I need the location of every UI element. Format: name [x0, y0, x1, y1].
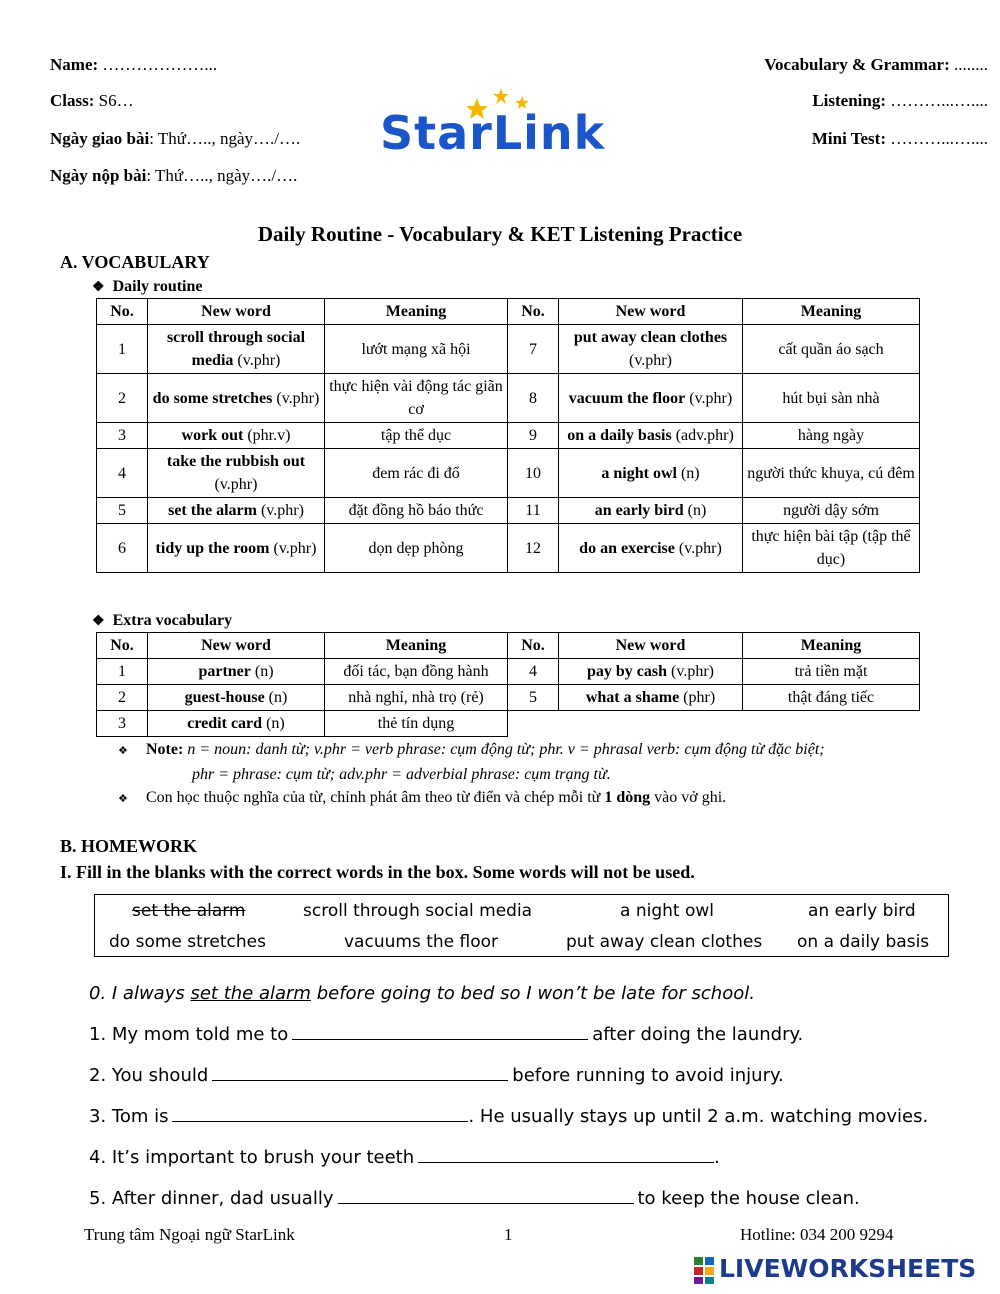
word-option: an early bird: [808, 901, 916, 921]
cell-number: 11: [508, 498, 559, 524]
section-a-heading: A. VOCABULARY: [60, 252, 210, 272]
diamond-bullet-icon: ❖: [92, 280, 105, 295]
assign-date-field: Ngày giao bài: Thứ….., ngày…./….: [50, 129, 301, 148]
class-field: Class: S6…: [50, 91, 134, 110]
question-1: 1. My mom told me to after doing the laundry.: [89, 1024, 804, 1045]
cell-number: 2: [97, 374, 148, 423]
listening-score: Listening: ………...…....: [812, 91, 988, 110]
cell-word: partner (n): [148, 659, 325, 685]
cell-number: 8: [508, 374, 559, 423]
col-header: New word: [559, 633, 743, 659]
cell-word: do an exercise (v.phr): [559, 524, 743, 573]
extra-vocabulary-table: [96, 632, 920, 737]
cell-word: an early bird (n): [559, 498, 743, 524]
cell-word: on a daily basis (adv.phr): [559, 423, 743, 449]
cell-meaning: thẻ tín dụng: [325, 711, 508, 737]
cell-meaning: đem rác đi đổ: [325, 449, 508, 498]
cell-meaning: thật đáng tiếc: [743, 685, 920, 711]
answer-blank[interactable]: [418, 1148, 714, 1163]
word-option: scroll through social media: [303, 901, 533, 921]
col-header: No.: [97, 299, 148, 325]
cell-meaning: tập thể dục: [325, 423, 508, 449]
diamond-bullet-icon: ❖: [118, 745, 128, 757]
cell-meaning: đặt đồng hồ báo thức: [325, 498, 508, 524]
cell-meaning: hút bụi sàn nhà: [743, 374, 920, 423]
study-instruction: ❖ Con học thuộc nghĩa của từ, chỉnh phát âm theo từ điển và chép mỗi từ 1 dòng vào vở ghi.: [118, 786, 978, 811]
footer-center-name: Trung tâm Ngoại ngữ StarLink: [84, 1225, 295, 1244]
cell-meaning: hàng ngày: [743, 423, 920, 449]
cell-word: work out (phr.v): [148, 423, 325, 449]
name-field: Name: ………………...: [50, 55, 218, 74]
word-option: do some stretches: [109, 932, 266, 952]
example-sentence: 0. I always set the alarm before going to bed so I won’t be late for school.: [89, 983, 755, 1004]
daily-routine-heading: ❖ Daily routine: [92, 278, 203, 295]
col-header: No.: [508, 633, 559, 659]
table-row: [97, 659, 920, 685]
cell-number: 1: [97, 659, 148, 685]
cell-meaning: người dậy sớm: [743, 498, 920, 524]
word-option: vacuums the floor: [344, 932, 498, 952]
logo-text: StarLink: [380, 106, 606, 160]
cell-number: 4: [508, 659, 559, 685]
section-b-heading: B. HOMEWORK: [60, 836, 198, 856]
cell-number: 1: [97, 325, 148, 374]
cell-number: 12: [508, 524, 559, 573]
cell-number: 7: [508, 325, 559, 374]
diamond-bullet-icon: ❖: [92, 614, 105, 629]
col-header: New word: [559, 299, 743, 325]
table-row: [97, 374, 920, 423]
cell-meaning: trả tiền mặt: [743, 659, 920, 685]
cell-meaning: đối tác, bạn đồng hành: [325, 659, 508, 685]
answer-blank[interactable]: [338, 1189, 634, 1204]
cell-word: what a shame (phr): [559, 685, 743, 711]
question-4: 4. It’s important to brush your teeth .: [89, 1147, 720, 1168]
answer-blank[interactable]: [212, 1066, 508, 1081]
abbreviation-note: ❖ Note: n = noun: danh từ; v.phr = verb phrase: cụm động từ; phr. v = phrasal verb: cụm động từ đặc biệt; phr = phrase: cụm từ; adv.phr = adverbial phrase: cụm trạng từ.: [118, 741, 825, 783]
table-row: [97, 524, 920, 573]
cell-meaning: nhà nghỉ, nhà trọ (rẻ): [325, 685, 508, 711]
col-header: No.: [508, 299, 559, 325]
cell-meaning: thực hiện vài động tác giãn cơ: [325, 374, 508, 423]
question-3: 3. Tom is . He usually stays up until 2 a.m. watching movies.: [89, 1106, 929, 1127]
cell-word: do some stretches (v.phr): [148, 374, 325, 423]
cell-number: 6: [97, 524, 148, 573]
table-header-row: [97, 633, 920, 659]
table-row: [97, 685, 920, 711]
cell-word: put away clean clothes (v.phr): [559, 325, 743, 374]
col-header: No.: [97, 633, 148, 659]
table-row: [97, 449, 920, 498]
cell-meaning: lướt mạng xã hội: [325, 325, 508, 374]
starlink-logo: [380, 86, 625, 164]
col-header: Meaning: [743, 633, 920, 659]
extra-vocabulary-heading: ❖ Extra vocabulary: [92, 612, 233, 629]
cell-number: 2: [97, 685, 148, 711]
empty-cell: [508, 711, 559, 737]
diamond-bullet-icon: ❖: [118, 793, 128, 805]
page-title: Daily Routine - Vocabulary & KET Listening Practice: [257, 222, 743, 246]
cell-word: tidy up the room (v.phr): [148, 524, 325, 573]
empty-cell: [743, 711, 920, 737]
col-header: Meaning: [325, 299, 508, 325]
word-option: put away clean clothes: [566, 932, 763, 952]
word-option: set the alarm: [132, 901, 246, 921]
word-option: on a daily basis: [797, 932, 930, 952]
answer-blank[interactable]: [292, 1025, 588, 1040]
liveworksheets-blocks-icon: [693, 1255, 717, 1285]
liveworksheets-logo: LIVEWORKSHEETS: [693, 1252, 993, 1286]
cell-number: 3: [97, 711, 148, 737]
task-instruction: I. Fill in the blanks with the correct words in the box. Some words will not be used.: [60, 862, 695, 882]
table-row: [97, 325, 920, 374]
submit-date-field: Ngày nộp bài: Thứ….., ngày…./….: [50, 166, 298, 185]
cell-meaning: thực hiện bài tập (tập thể dục): [743, 524, 920, 573]
cell-number: 3: [97, 423, 148, 449]
cell-meaning: cất quần áo sạch: [743, 325, 920, 374]
cell-word: take the rubbish out (v.phr): [148, 449, 325, 498]
col-header: Meaning: [743, 299, 920, 325]
cell-word: guest-house (n): [148, 685, 325, 711]
vocab-grammar-score: Vocabulary & Grammar: ........: [764, 55, 988, 74]
mini-test-score: Mini Test: ………...…....: [811, 129, 988, 148]
col-header: New word: [148, 299, 325, 325]
col-header: New word: [148, 633, 325, 659]
empty-cell: [559, 711, 743, 737]
cell-number: 5: [97, 498, 148, 524]
cell-number: 10: [508, 449, 559, 498]
table-header-row: [97, 299, 920, 325]
hotline: Hotline: 034 200 9294: [740, 1225, 894, 1244]
cell-word: credit card (n): [148, 711, 325, 737]
question-2: 2. You should before running to avoid injury.: [89, 1065, 784, 1086]
cell-word: a night owl (n): [559, 449, 743, 498]
cell-word: vacuum the floor (v.phr): [559, 374, 743, 423]
word-box: [94, 894, 949, 957]
daily-routine-table: [96, 298, 920, 573]
page-number: 1: [504, 1225, 513, 1244]
cell-number: 4: [97, 449, 148, 498]
table-row: [97, 423, 920, 449]
cell-word: set the alarm (v.phr): [148, 498, 325, 524]
cell-number: 5: [508, 685, 559, 711]
cell-meaning: dọn dẹp phòng: [325, 524, 508, 573]
cell-word: scroll through social media (v.phr): [148, 325, 325, 374]
table-row: [97, 711, 920, 737]
answer-blank[interactable]: [172, 1107, 468, 1122]
word-option: a night owl: [620, 901, 714, 921]
col-header: Meaning: [325, 633, 508, 659]
question-5: 5. After dinner, dad usually to keep the house clean.: [89, 1188, 860, 1209]
cell-number: 9: [508, 423, 559, 449]
cell-word: pay by cash (v.phr): [559, 659, 743, 685]
cell-meaning: người thức khuya, cú đêm: [743, 449, 920, 498]
table-row: [97, 498, 920, 524]
